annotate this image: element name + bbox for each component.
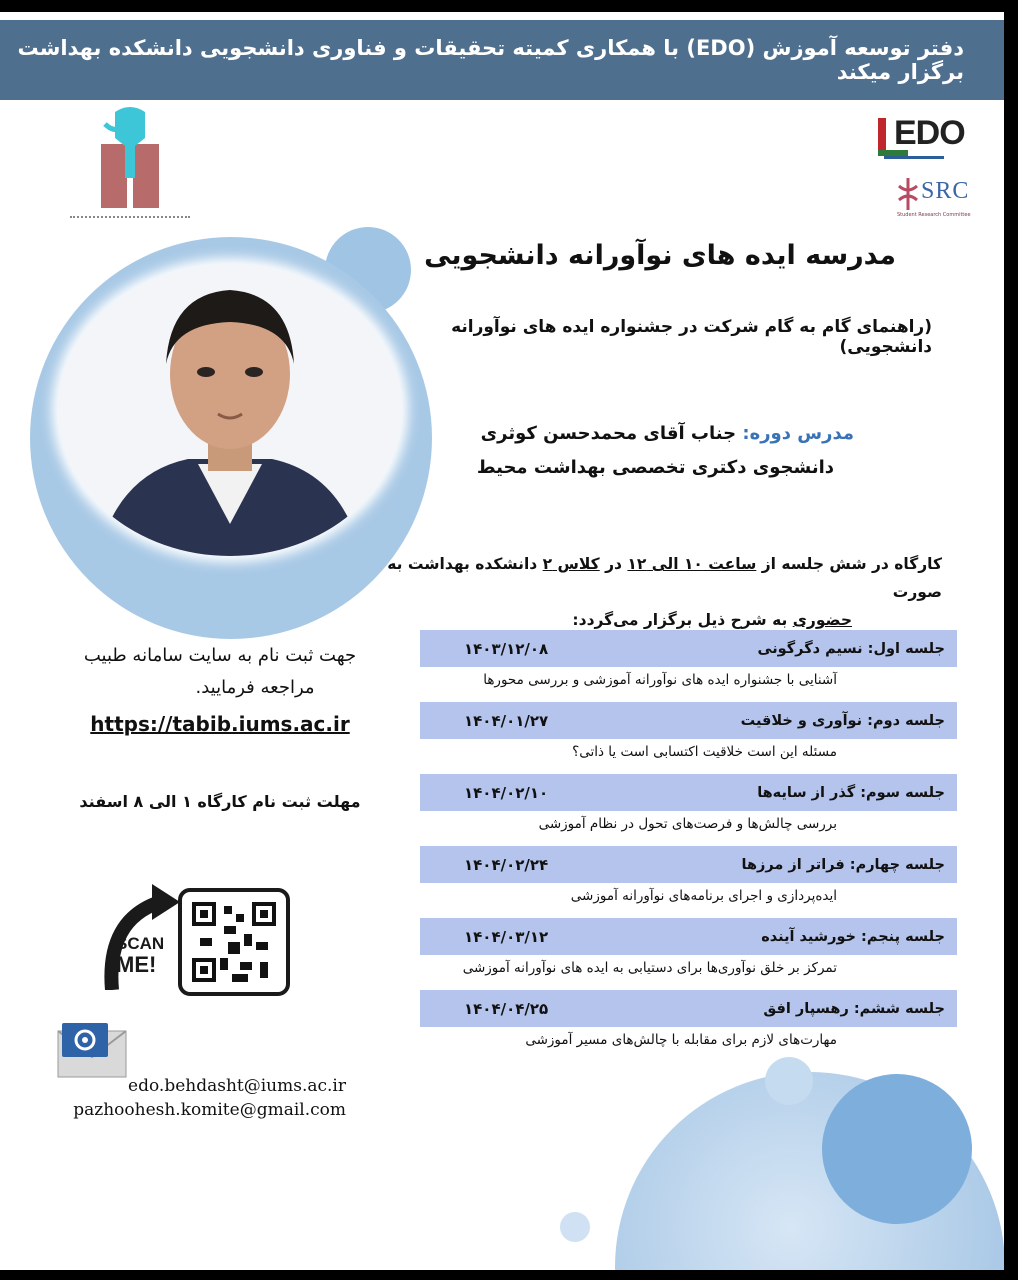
instructor-name: جناب آقای محمدحسن کوثری: [480, 423, 737, 444]
bubble-decoration: [765, 1057, 813, 1105]
session-bar: [420, 846, 957, 883]
instructor-photo: [58, 264, 402, 556]
session-item: [420, 630, 957, 702]
src-logo-caption: Student Research Committee: [897, 212, 971, 218]
session-date: ۱۴۰۴/۰۳/۱۲: [464, 927, 549, 946]
instructor-info: [394, 417, 854, 485]
intro-text: در: [605, 555, 622, 573]
src-logo-text: SRC: [921, 178, 970, 204]
session-name: جلسه پنجم: خورشید آینده: [761, 928, 945, 945]
registration-line: مراجعه فرمایید.: [195, 677, 315, 698]
session-bar: [420, 774, 957, 811]
session-description: تمرکز بر خلق نوآوری‌ها برای دستیابی به ایده های نوآورانه آموزشی: [462, 960, 837, 976]
session-date: ۱۴۰۳/۱۲/۰۸: [464, 639, 549, 658]
session-item: [420, 774, 957, 846]
session-description: مسئله این است خلاقیت اکتسابی است یا ذاتی؟: [572, 744, 837, 760]
registration-link[interactable]: https://tabib.iums.ac.ir: [90, 712, 350, 736]
intro-text: به شرح ذیل برگزار می‌گردد:: [572, 611, 788, 629]
intro-place: کلاس ۲: [542, 555, 600, 573]
qr-pattern: [192, 902, 276, 982]
session-name: جلسه اول: نسیم دگرگونی: [757, 640, 945, 657]
session-item: [420, 702, 957, 774]
poster: [0, 12, 1004, 1270]
session-item: [420, 846, 957, 918]
header-banner: [0, 20, 1004, 100]
session-name: جلسه سوم: گذر از سایه‌ها: [757, 784, 945, 801]
bubble-decoration: [822, 1074, 972, 1224]
instructor-label: مدرس دوره:: [742, 423, 854, 444]
header-text: دفتر توسعه آموزش (EDO) با همکاری کمیته تحقیقات و فناوری دانشجویی دانشکده بهداشت برگزار میکند: [17, 36, 964, 84]
intro-text: کارگاه در شش جلسه از: [761, 555, 942, 573]
session-bar: [420, 918, 957, 955]
email-address[interactable]: pazhoohesh.komite@gmail.com: [73, 1100, 346, 1120]
scan-me-badge: [102, 880, 182, 990]
session-bar: [420, 630, 957, 667]
email-address[interactable]: edo.behdasht@iums.ac.ir: [128, 1076, 346, 1096]
email-list: [70, 1074, 346, 1122]
session-description: مهارت‌های لازم برای مقابله با چالش‌های مسیر آموزشی: [525, 1032, 837, 1048]
session-description: ایده‌پردازی و اجرای برنامه‌های نوآورانه آموزشی: [570, 888, 837, 904]
session-name: جلسه چهارم: فراتر از مرزها: [741, 856, 945, 873]
edo-logo: [876, 112, 976, 162]
session-item: [420, 990, 957, 1062]
registration-deadline: مهلت ثبت نام کارگاه ۱ الی ۸ اسفند: [79, 792, 361, 811]
session-date: ۱۴۰۴/۰۲/۲۴: [464, 855, 549, 874]
session-bar: [420, 702, 957, 739]
bubble-decoration: [560, 1212, 590, 1242]
email-envelope-icon: [56, 1017, 128, 1079]
intro-time: ساعت ۱۰ الی ۱۲: [627, 555, 757, 573]
university-logo-caption: [70, 216, 190, 222]
session-description: آشنایی با جشنواره ایده های نوآورانه آموزشی و بررسی محورها: [483, 672, 837, 688]
session-name: جلسه دوم: نوآوری و خلاقیت: [740, 712, 945, 729]
session-description: بررسی چالش‌ها و فرصت‌های تحول در نظام آموزشی: [538, 816, 837, 832]
session-date: ۱۴۰۴/۰۲/۱۰: [464, 783, 549, 802]
session-date: ۱۴۰۴/۰۴/۲۵: [464, 999, 549, 1018]
session-item: [420, 918, 957, 990]
university-logo: [95, 104, 165, 214]
intro-mode: حضوری: [792, 611, 852, 629]
qr-code[interactable]: [178, 888, 290, 996]
subtitle: (راهنمای گام به گام شرکت در جشنواره ایده های نوآورانه دانشجویی): [451, 317, 932, 357]
src-logo: [893, 174, 973, 224]
instructor-role: دانشجوی دکتری تخصصی بهداشت محیط: [476, 457, 834, 478]
workshop-intro: [382, 550, 942, 634]
session-list: [420, 630, 957, 1062]
scan-label: ME!: [116, 952, 157, 977]
session-date: ۱۴۰۴/۰۱/۲۷: [464, 711, 549, 730]
instructor-line: [394, 417, 854, 451]
page-title: مدرسه ایده های نوآورانه دانشجویی: [424, 240, 896, 271]
registration-line: جهت ثبت نام به سایت سامانه طبیب: [83, 645, 357, 666]
session-name: جلسه ششم: رهسپار افق: [763, 1000, 945, 1017]
registration-info: [70, 640, 370, 704]
session-bar: [420, 990, 957, 1027]
scan-label: SCAN: [116, 934, 165, 953]
intro-text: دانشکده بهداشت به صورت: [387, 555, 942, 601]
edo-logo-text: EDO: [894, 114, 965, 152]
